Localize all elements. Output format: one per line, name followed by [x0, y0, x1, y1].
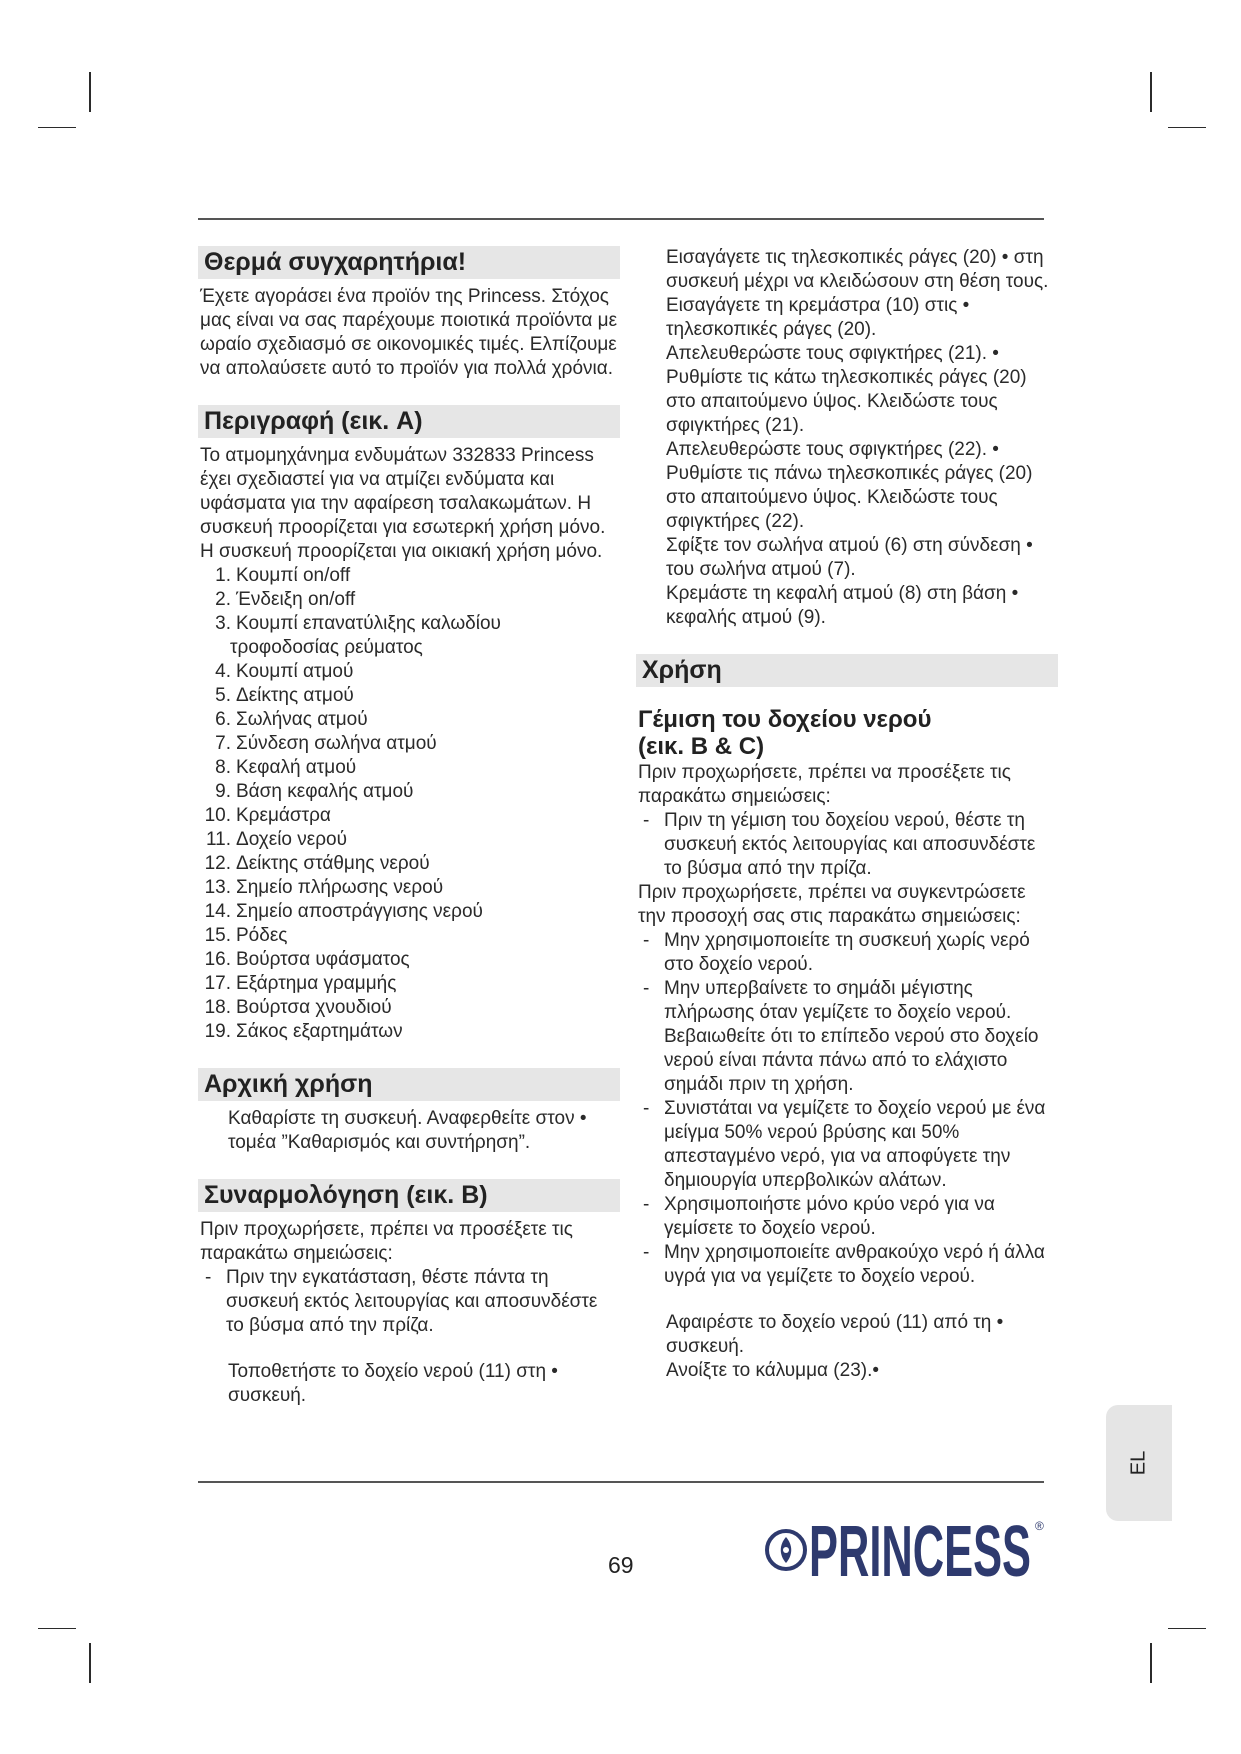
assembly-step: Τοποθετήστε το δοχείο νερού (11) στη • συσκευή.: [228, 1361, 558, 1406]
list-item: - Πριν την εγκατάσταση, θέστε πάντα τη συσκευή εκτός λειτουργίας και αποσυνδέστε το βύσμα από την πρίζα.: [205, 1267, 598, 1336]
list-item: 5. Δείκτης ατμού: [215, 685, 354, 706]
list-item: 1. Κουμπί on/off: [215, 565, 351, 586]
list-item: - Χρησιμοποιήστε μόνο κρύο νερό για να γεμίσετε το δοχείο νερού.: [643, 1194, 995, 1239]
crop-mark: [38, 127, 76, 128]
top-rule: [198, 218, 1044, 220]
list-item: 3. Κουμπί επανατύλιξης καλωδίου τροφοδοσίας ρεύματος: [215, 613, 501, 658]
assembly-heading: Συναρμολόγηση (εικ. B): [198, 1179, 620, 1212]
language-tab: [1106, 1405, 1172, 1521]
list-item: 16. Βούρτσα υφάσματος: [204, 949, 410, 970]
assembly-intro: Πριν προχωρήσετε, πρέπει να προσέξετε τις παρακάτω σημειώσεις:: [200, 1219, 573, 1264]
crop-mark: [38, 1628, 76, 1629]
description-heading: Περιγραφή (εικ. A): [198, 405, 620, 438]
list-item: 17. Εξάρτημα γραμμής: [204, 973, 397, 994]
list-item: 6. Σωλήνας ατμού: [215, 709, 368, 730]
list-item: 15. Ρόδες: [204, 925, 288, 946]
fill-heading-sub: (εικ. B & C): [638, 733, 765, 760]
assembly-step: Ρυθμίστε τις πάνω τηλεσκοπικές ράγες (20) στο απαιτούμενο ύψος. Κλειδώστε τους σφιγκτήρες (22).: [666, 463, 1033, 532]
fill-intro: Πριν προχωρήσετε, πρέπει να προσέξετε τις παρακάτω σημειώσεις:: [638, 762, 1011, 807]
assembly-notes: [200, 1266, 620, 1338]
list-item: 10. Κρεμάστρα: [204, 805, 331, 826]
right-column: [638, 246, 1058, 1383]
crop-mark: [89, 72, 91, 112]
bottom-rule: [198, 1481, 1044, 1483]
language-label: EL: [1127, 1450, 1150, 1476]
list-item: - Μην χρησιμοποιείτε ανθρακούχο νερό ή άλλα υγρά για να γεμίζετε το δοχείο νερού.: [643, 1242, 1045, 1287]
logo-wordmark: PRINCESS: [809, 1512, 1031, 1588]
assembly-step: Κρεμάστε τη κεφαλή ατμού (8) στη βάση • κεφαλής ατμού (9).: [666, 583, 1019, 628]
crop-mark: [89, 1643, 91, 1683]
list-item: - Μην χρησιμοποιείτε τη συσκευή χωρίς νερό στο δοχείο νερού.: [643, 930, 1030, 975]
assembly-step: Απελευθερώστε τους σφιγκτήρες (21). •: [666, 343, 999, 364]
list-item: 2. Ένδειξη on/off: [215, 589, 356, 610]
list-item: 7. Σύνδεση σωλήνα ατμού: [215, 733, 437, 754]
fill-notes: [638, 809, 1058, 881]
list-item: 13. Σημείο πλήρωσης νερού: [204, 877, 444, 898]
crop-mark: [1150, 1643, 1152, 1683]
list-item: - Συνιστάται να γεμίζετε το δοχείο νερού με ένα μείγμα 50% νερού βρύσης και 50% απεσταγμένο νερό, για να αποφύγετε την δημιουργία υπερβολικών αλάτων.: [643, 1098, 1046, 1191]
list-item: - Μην υπερβαίνετε το σημάδι μέγιστης πλήρωσης όταν γεμίζετε το δοχείο νερού. Βεβαιωθείτε ότι το επίπεδο νερού στο δοχείο νερού είναι πάντα πάνω από το ελάχιστο σημάδι πριν τη χρήση.: [643, 978, 1039, 1095]
assembly-step: Ρυθμίστε τις κάτω τηλεσκοπικές ράγες (20) στο απαιτούμενο ύψος. Κλειδώστε τους σφιγκτήρες (21).: [666, 367, 1027, 436]
assembly-step: Σφίξτε τον σωλήνα ατμού (6) στη σύνδεση • του σωλήνα ατμού (7).: [666, 535, 1033, 580]
congrats-text: Έχετε αγοράσει ένα προϊόν της Princess. Στόχος μας είναι να σας παρέχουμε ποιοτικά προϊόντα με ωραίο σχεδιασμό σε οικονομικές τιμές. Ελπίζουμε να απολαύσετε αυτό το προϊόν για πολλά χρόνια.: [200, 286, 618, 379]
list-item: 19. Σάκος εξαρτημάτων: [204, 1021, 403, 1042]
list-item: 18. Βούρτσα χνουδιού: [204, 997, 392, 1018]
crop-mark: [1150, 72, 1152, 112]
first-use-heading: Αρχική χρήση: [198, 1068, 620, 1101]
parts-list: [200, 564, 620, 1044]
list-item: 4. Κουμπί ατμού: [215, 661, 354, 682]
congrats-heading: Θερμά συγχαρητήρια!: [198, 246, 620, 279]
attention-intro: Πριν προχωρήσετε, πρέπει να συγκεντρώσετε την προσοχή σας στις παρακάτω σημειώσεις:: [638, 882, 1026, 927]
assembly-step: Εισαγάγετε τη κρεμάστρα (10) στις • τηλεσκοπικές ράγες (20).: [666, 295, 970, 340]
assembly-step: Απελευθερώστε τους σφιγκτήρες (22). •: [666, 439, 999, 460]
princess-logo-graphic: [765, 1512, 1047, 1588]
attention-notes: [638, 929, 1058, 1289]
first-use-text: Καθαρίστε τη συσκευή. Αναφερθείτε στον • τομέα ”Καθαρισμός και συντήρηση”.: [228, 1108, 587, 1153]
crop-mark: [1168, 127, 1206, 128]
list-item: 11. Δοχείο νερού: [205, 829, 347, 850]
list-item: 14. Σημείο αποστράγγισης νερού: [204, 901, 483, 922]
registered-mark: ®: [1035, 1519, 1044, 1533]
assembly-step: Εισαγάγετε τις τηλεσκοπικές ράγες (20) • στη συσκευή μέχρι να κλειδώσουν στη θέση τους.: [666, 247, 1049, 292]
fill-step: Αφαιρέστε το δοχείο νερού (11) από τη • συσκευή.: [666, 1312, 1004, 1357]
princess-logo: [765, 1512, 1047, 1588]
list-item: 12. Δείκτης στάθμης νερού: [204, 853, 430, 874]
crown-emblem-icon: [767, 1531, 805, 1569]
fill-heading: Γέμιση του δοχείου νερού: [638, 706, 932, 733]
left-column: [200, 246, 620, 1408]
use-heading: Χρήση: [636, 654, 1058, 687]
page-number: 69: [608, 1552, 634, 1578]
list-item: 9. Βάση κεφαλής ατμού: [215, 781, 414, 802]
crop-mark: [1168, 1628, 1206, 1629]
list-item: - Πριν τη γέμιση του δοχείου νερού, θέστε τη συσκευή εκτός λειτουργίας και αποσυνδέστε το βύσμα από την πρίζα.: [643, 810, 1036, 879]
list-item: 8. Κεφαλή ατμού: [215, 757, 357, 778]
fill-step: Ανοίξτε το κάλυμμα (23).•: [666, 1360, 880, 1381]
description-text: Το ατμομηχάνημα ενδυμάτων 332833 Princess έχει σχεδιαστεί για να ατμίζει ενδύματα και υφάσματα για την αφαίρεση τσαλακωμάτων. Η συσκευή προορίζεται για εσωτερκή χρήση μόνο. Η συσκευή προορίζεται για οικιακή χρήση μόνο.: [200, 445, 606, 562]
